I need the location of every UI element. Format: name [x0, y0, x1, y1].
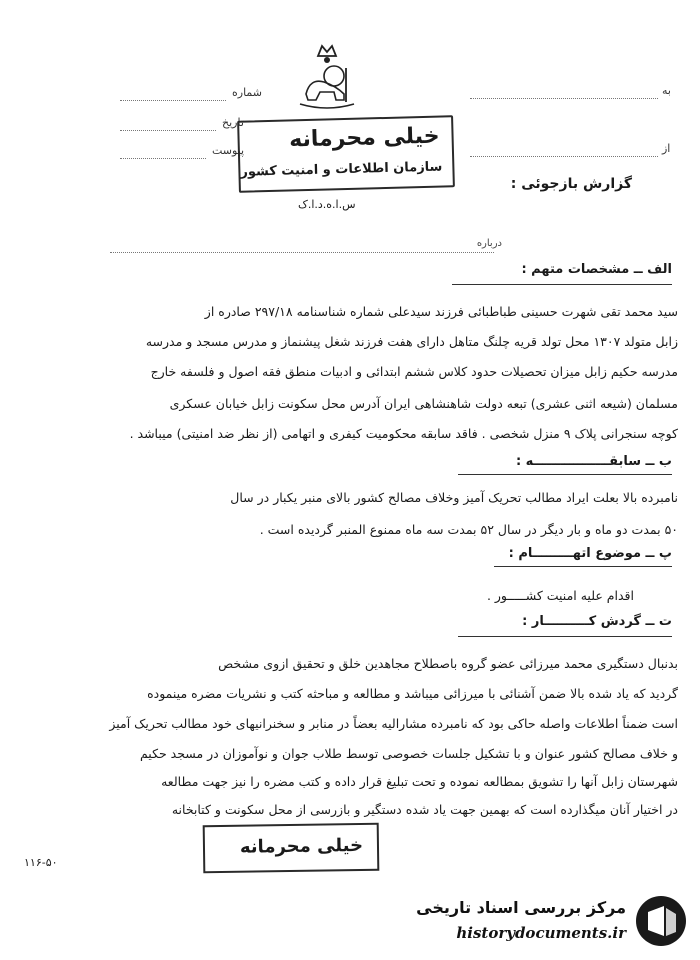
- to-dotted-line: [470, 98, 658, 99]
- about-dotted-line: [110, 252, 494, 253]
- watermark-url: historydocuments.ir: [456, 924, 626, 942]
- te-line-4: و خلاف مصالح کشور عنوان و با تشکیل جلسات خصوصی توسط طلاب جوان و نوآموزان در مسجد حکیم: [139, 746, 678, 761]
- be-line-1: نامبرده بالا بعلت ایراد مطالب تحریک آمیز وخلاف مصالح کشور بالای منبر یکبار در سال: [230, 490, 678, 505]
- number-dotted-line: [120, 100, 226, 101]
- attachment-dotted-line: [120, 158, 206, 159]
- alef-line-5: کوچه سنجرانی پلاک ۹ منزل شخصی . فاقد سابقه محکومیت کیفری و اتهامی (از نظر ضد امنیتی) میباشد .: [129, 426, 678, 441]
- number-label: شماره: [232, 86, 263, 99]
- alef-line-4: مسلمان (شیعه اثنی عشری) تبعه دولت شاهنشاهی ایران آدرس محل سکونت زابل خیابان عسکری: [169, 396, 678, 411]
- date-label: تاریخ: [222, 116, 244, 129]
- classification-stamp: [237, 115, 455, 193]
- from-label: از: [662, 142, 671, 155]
- bottom-classification-stamp: [203, 823, 380, 873]
- report-title: گزارش بازجوئی :: [510, 176, 632, 192]
- section-pe-underline: [494, 566, 672, 567]
- section-te-title: ت ــ گردش کــــــــــار :: [522, 614, 672, 629]
- section-alef-title: الف ــ مشخصات متهم :: [521, 262, 672, 277]
- archive-logo-icon: [634, 894, 688, 948]
- to-label: به: [662, 84, 671, 97]
- be-line-2: ۵۰ بمدت دو ماه و بار دیگر در سال ۵۲ بمدت سه ماه ممنوع المنبر گردیده است .: [259, 522, 678, 537]
- watermark: [402, 890, 692, 952]
- watermark-name: مرکز بررسی اسناد تاریخی: [416, 898, 626, 917]
- section-pe-title: پ ــ موضوع اتهـــــــــام :: [508, 546, 672, 561]
- alef-line-3: مدرسه حکیم زابل میزان تحصیلات حدود کلاس ششم ابتدائی و ادبیات منطق فقه اصول و فلسفه خارج: [150, 364, 678, 379]
- alef-line-1: سید محمد تقی شهرت حسینی طباطبائی فرزند سیدعلی شماره شناسنامه ۲۹۷/۱۸ صادره از: [204, 304, 678, 319]
- te-line-5: شهرستان زابل آنها را تشویق بمطالعه نموده و تحت تبلیغ قرار داده و کتب مضره را نیز جهت مطالعه: [161, 774, 678, 789]
- classification-stamp-title: خیلی محرمانه: [288, 123, 440, 153]
- attachment-label: پیوست: [212, 144, 245, 157]
- from-dotted-line: [470, 156, 658, 157]
- section-be-underline: [458, 474, 672, 475]
- page-number: ۱۱۶-۵۰: [24, 856, 58, 869]
- classification-stamp-organization: سازمان اطلاعات و امنیت کشور: [240, 159, 443, 180]
- pe-line: اقدام علیه امنیت کشـــــور .: [486, 588, 634, 603]
- te-line-1: بدنبال دستگیری محمد میرزائی عضو گروه باصطلاح مجاهدین خلق و تحقیق ازوی مشخص: [218, 656, 678, 671]
- section-te-underline: [458, 636, 672, 637]
- alef-line-2: زابل متولد ۱۳۰۷ محل تولد قریه چلنگ متاهل دارای هفت فرزند شغل پیشنماز و مدرس مسجد و مدرسه: [145, 334, 678, 349]
- date-dotted-line: [120, 130, 216, 131]
- te-line-6: در اختیار آنان میگذارده است که بهمین جهت یاد شده دستگیر و بازرسی از محل سکونت و کتابخانه: [171, 802, 678, 817]
- about-label: درباره: [476, 238, 502, 249]
- te-line-3: است ضمناً اطلاعات واصله حاکی بود که نامبرده مشارالیه بعضاً در منابر و سخنرانیهای خود مطالب تحریک آمیز: [109, 716, 678, 731]
- section-be-title: ب ــ سابقـــــــــــــــــه :: [515, 454, 672, 469]
- lion-and-sun-emblem-icon: [296, 42, 358, 112]
- bottom-stamp-text: خیلی محرمانه: [239, 834, 364, 858]
- document-reference: س.ا.ه.د.ا.ک: [298, 198, 356, 211]
- section-alef-underline: [452, 284, 672, 285]
- te-line-2: گردید که یاد شده بالا ضمن آشنائی با میرزائی میباشد و مطالعه و مباحثه کتب و نشریات مضره مینموده: [147, 686, 678, 701]
